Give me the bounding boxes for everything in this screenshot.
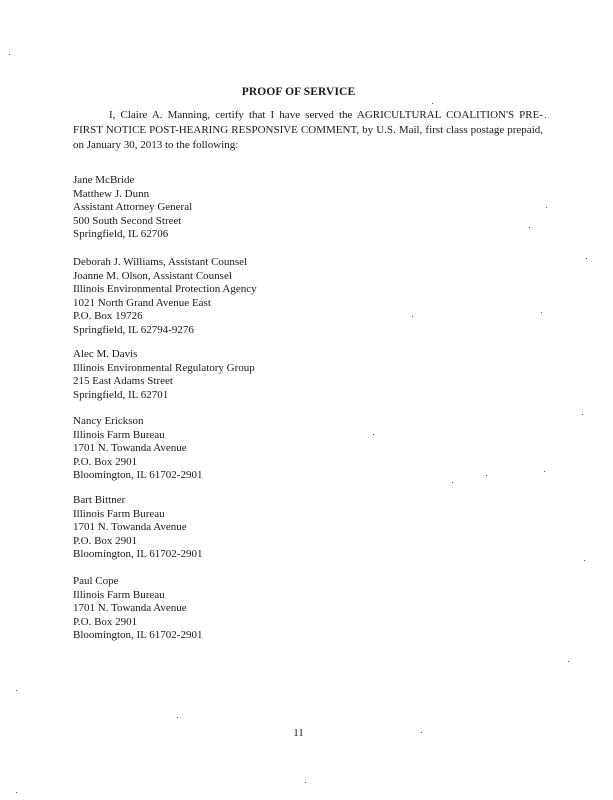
scan-speck	[177, 717, 178, 718]
recipient-line: Springfield, IL 62706	[73, 228, 169, 241]
scan-speck	[541, 312, 542, 313]
scan-speck	[305, 782, 306, 783]
recipient-line: P.O. Box 2901	[73, 455, 138, 468]
recipient-line: 500 South Second Street	[73, 214, 182, 227]
recipient-name: Deborah J. Williams, Assistant Counsel	[73, 256, 248, 268]
recipient-line: Illinois Environmental Regulatory Group	[73, 361, 255, 374]
certification-text: I, Claire A. Manning, certify that I have served the AGRICULTURAL COALITION'S PRE-FIRST NOTICE POST-HEARING RESPONSIVE COMMENT, by U.S. Mail, first class postage prepaid, on January 30, 2013 to the following:	[73, 109, 543, 151]
document-title: PROOF OF SERVICE	[241, 86, 356, 98]
scan-speck	[582, 414, 583, 415]
scan-speck	[16, 792, 17, 793]
recipient-line: Bloomington, IL 61702-2901	[73, 548, 203, 561]
scan-speck	[546, 207, 547, 208]
recipient-line: Bloomington, IL 61702-2901	[73, 629, 203, 642]
scan-speck	[545, 117, 546, 118]
recipient-line: Springfield, IL 62794-9276	[73, 323, 194, 336]
recipient-line: Matthew J. Dunn	[73, 187, 150, 200]
recipient-name: Nancy Erickson	[73, 415, 144, 427]
certification-paragraph	[73, 108, 543, 153]
recipient-line: Joanne M. Olson, Assistant Counsel	[73, 269, 232, 282]
recipient-block-2	[73, 256, 257, 338]
recipient-line: 215 East Adams Street	[73, 375, 173, 388]
recipient-name: Jane McBride	[73, 174, 135, 186]
scan-speck	[544, 471, 545, 472]
recipient-name: Bart Bittner	[73, 494, 126, 506]
recipient-line: Illinois Environmental Protection Agency	[73, 283, 257, 296]
recipient-block-3	[73, 348, 255, 402]
recipient-name: Alec M. Davis	[73, 348, 138, 360]
recipient-line: 1701 N. Towanda Avenue	[73, 521, 187, 534]
scan-speck	[412, 316, 413, 317]
recipient-block-5	[73, 494, 202, 562]
recipient-block-1	[73, 174, 192, 242]
recipient-line: Illinois Farm Bureau	[73, 428, 165, 441]
recipient-line: 1021 North Grand Avenue East	[73, 296, 211, 309]
scan-speck	[9, 54, 10, 55]
recipient-block-6	[73, 575, 202, 643]
scan-speck	[432, 103, 433, 104]
recipient-line: 1701 N. Towanda Avenue	[73, 442, 187, 455]
scan-speck	[16, 690, 17, 691]
recipient-line: P.O. Box 2901	[73, 534, 138, 547]
scan-speck	[584, 560, 585, 561]
recipient-line: Springfield, IL 62701	[73, 388, 169, 401]
recipient-line: P.O. Box 2901	[73, 615, 138, 628]
scan-speck	[586, 258, 587, 259]
scan-speck	[452, 482, 453, 483]
recipient-line: 1701 N. Towanda Avenue	[73, 602, 187, 615]
scan-speck	[373, 434, 374, 435]
page-number: 11	[293, 727, 304, 739]
recipient-line: Illinois Farm Bureau	[73, 588, 165, 601]
recipient-name: Paul Cope	[73, 575, 119, 587]
recipient-line: P.O. Box 19726	[73, 310, 143, 323]
scan-speck	[568, 661, 569, 662]
recipient-line: Bloomington, IL 61702-2901	[73, 469, 203, 482]
recipient-line: Illinois Farm Bureau	[73, 507, 165, 520]
recipient-block-4	[73, 415, 202, 483]
recipient-line: Assistant Attorney General	[73, 201, 193, 214]
scan-speck	[529, 227, 530, 228]
scan-speck	[421, 732, 422, 733]
scan-speck	[486, 475, 487, 476]
